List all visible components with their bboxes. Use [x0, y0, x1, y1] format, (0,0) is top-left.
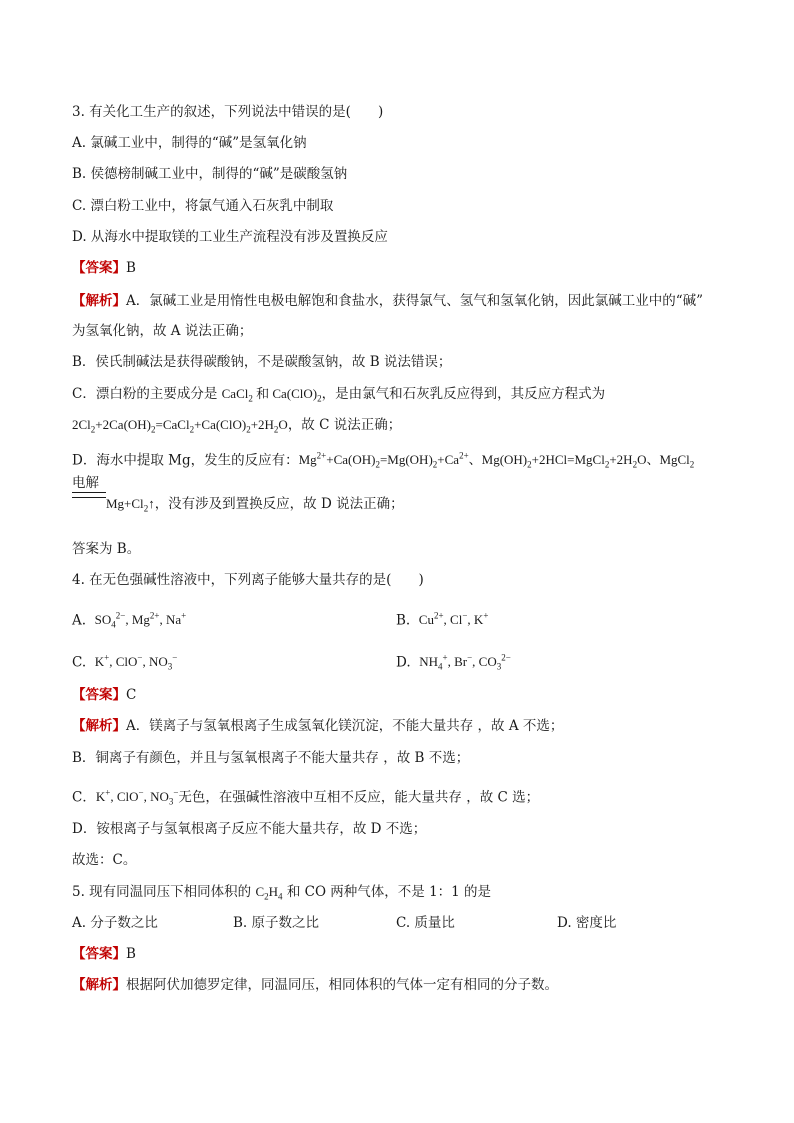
- q3-option-d: D. 从海水中提取镁的工业生产流程没有涉及置换反应: [72, 229, 388, 245]
- q3-stem: 3. 有关化工生产的叙述，下列说法中错误的是( ): [72, 104, 384, 120]
- q4-stem: 4. 在无色强碱性溶液中，下列离子能够大量共存的是( ): [72, 572, 424, 588]
- double-line: [72, 492, 106, 498]
- electrolysis-label: 电解: [72, 475, 99, 491]
- answer-tag: 【答案】: [72, 946, 126, 962]
- q4-option-d: D. $NH_4^+$, Br−, $CO_3^{2-}$: [396, 653, 511, 672]
- q5-option-d: D. 密度比: [557, 915, 617, 931]
- chemical-equations: $Mg^{2+}+Ca(OH)_2=Mg(OH)_2+Ca^{2+}$、$Mg(OH)_2+2HCl=MgCl_2+2H_2O$、MgCl$_2$: [298, 451, 695, 470]
- q3-analysis-line2: 为氢氧化钠，故 A 说法正确；: [72, 323, 253, 339]
- answer-tag: 【答案】: [72, 687, 126, 703]
- q3-option-c: C. 漂白粉工业中，将氯气通入石灰乳中制取: [72, 198, 334, 214]
- chemical-products: $Mg+Cl_2↑$: [106, 496, 155, 514]
- q4-option-a: A. $SO_4^{2-}$, $Mg^{2+}$, Na+: [72, 611, 187, 630]
- q4-conclusion: 故选：C。: [72, 852, 137, 868]
- analysis-tag: 【解析】: [72, 718, 126, 734]
- answer-tag: 【答案】: [72, 260, 126, 276]
- q3-equation: $2Cl_2+2Ca(OH)_2=CaCl_2+Ca(ClO)_2+2H_2O$，故 C 说法正确；: [72, 417, 402, 435]
- answer-value: B: [126, 260, 136, 276]
- q5-stem: 5. 现有同温同压下相同体积的 $C_2H_4$ 和 CO 两种气体，不是 1：1 的是: [72, 884, 492, 902]
- analysis-tag: 【解析】: [72, 293, 126, 309]
- answer-value: C: [126, 687, 137, 703]
- chemical-equation: $2Cl_2+2Ca(OH)_2=CaCl_2+Ca(ClO)_2+2H_2O$: [72, 417, 288, 435]
- q5-analysis: 【解析】根据阿伏加德罗定律，同温同压，相同体积的气体一定有相同的分子数。: [72, 977, 558, 993]
- q5-answer: [72, 944, 136, 964]
- answer-value: B: [126, 946, 136, 962]
- q4-option-c: C. K+, ClO−, $NO_3^-$: [72, 653, 178, 672]
- formula: $C_2H_4$: [255, 884, 283, 902]
- q3-answer: [72, 258, 136, 278]
- q3-analysis-line6: D．海水中提取 Mg，发生的反应有：$Mg^{2+}+Ca(OH)_2=Mg(OH)_2+Ca^{2+}$、$Mg(OH)_2+2HCl=MgCl_2+2H_2O$、MgCl$_2$: [72, 451, 695, 470]
- q5-option-a: A. 分子数之比: [72, 915, 158, 931]
- q4-analysis-line4: D．铵根离子与氢氧根离子反应不能大量共存，故 D 不选；: [72, 821, 427, 837]
- electrolysis-arrow: [72, 476, 106, 498]
- q4-answer: [72, 685, 136, 705]
- q3-conclusion: 答案为 B。: [72, 541, 141, 557]
- q5-option-b: B. 原子数之比: [233, 915, 320, 931]
- q3-analysis-line7: $Mg+Cl_2↑$，没有涉及到置换反应，故 D 说法正确；: [106, 496, 404, 514]
- q3-analysis-line1: 【解析】A．氯碱工业是用惰性电极电解饱和食盐水，获得氯气、氢气和氢氧化钠，因此氯碱工业中的“碱”: [72, 293, 704, 309]
- q4-option-b: B. $Cu^{2+}$, Cl−, K+: [396, 611, 489, 629]
- q3-option-b: B. 侯德榜制碱工业中，制得的“碱”是碳酸氢钠: [72, 166, 348, 182]
- q4-analysis-line2: B．铜离子有颜色，并且与氢氧根离子不能大量共存 ，故 B 不选；: [72, 750, 470, 766]
- q3-analysis-line3: B．侯氏制碱法是获得碳酸钠，不是碳酸氢钠，故 B 说法错误；: [72, 354, 452, 370]
- q3-option-a: A. 氯碱工业中，制得的“碱”是氢氧化钠: [72, 135, 307, 151]
- q4-analysis-line1: 【解析】A．镁离子与氢氧根离子生成氢氧化镁沉淀，不能大量共存 ，故 A 不选；: [72, 718, 564, 734]
- formula: CaCl$_2$ 和 $Ca(ClO)_2$: [221, 386, 322, 404]
- analysis-tag: 【解析】: [72, 977, 126, 993]
- ion-set: K+, ClO−, $NO_3^-$: [95, 788, 179, 807]
- q4-analysis-line3: C．K+, ClO−, $NO_3^-$无色，在强碱性溶液中互相不反应，能大量共存 ，故 C 选；: [72, 788, 540, 807]
- q5-option-c: C. 质量比: [396, 915, 455, 931]
- q3-analysis-line4: C．漂白粉的主要成分是 CaCl$_2$ 和 $Ca(ClO)_2$，是由氯气和石灰乳反应得到，其反应方程式为: [72, 386, 606, 404]
